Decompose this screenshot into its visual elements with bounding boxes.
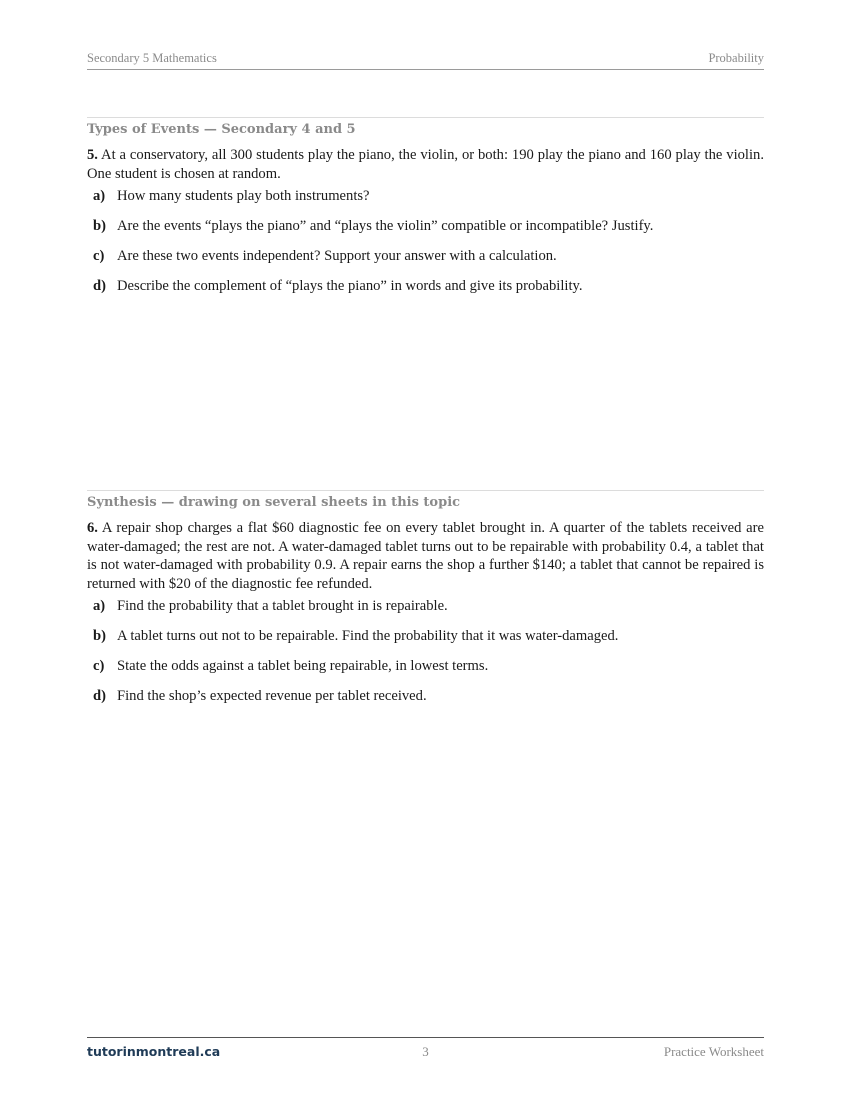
part-text: Are the events “plays the piano” and “plays the violin” compatible or incompatible? Justify. xyxy=(117,218,654,234)
problem-text: At a conservatory, all 300 students play the piano, the violin, or both: 190 play the piano and 160 play the violin. One student is chosen at random. xyxy=(87,147,764,182)
problem-parts xyxy=(87,187,764,295)
part-letter: d) xyxy=(93,278,106,294)
page-header xyxy=(87,51,764,70)
section-title: Synthesis — drawing on several sheets in this topic xyxy=(87,495,461,510)
section-synthesis xyxy=(87,490,764,717)
problem-5 xyxy=(87,146,764,183)
problem-number: 5. xyxy=(87,147,98,163)
part-letter: a) xyxy=(93,188,106,204)
problem-text: A repair shop charges a flat $60 diagnostic fee on every tablet brought in. A quarter of the tablets received are water-damaged; the rest are not. A water-damaged tablet turns out to be repairable with probability 0.4, a tablet that is not water-damaged with probability 0.9. A repair earns the shop a further $140; a tablet that cannot be repaired is returned with $20 of the diagnostic fee refunded. xyxy=(87,520,764,592)
problem-parts xyxy=(87,597,764,705)
part-c xyxy=(87,657,764,675)
part-text: Are these two events independent? Support your answer with a calculation. xyxy=(117,248,557,264)
site-link[interactable]: tutorinmontreal.ca xyxy=(87,1044,221,1059)
part-letter: b) xyxy=(93,628,106,644)
problem-number: 6. xyxy=(87,520,98,536)
part-b xyxy=(87,217,764,235)
part-text: A tablet turns out not to be repairable. Find the probability that it was water-damaged. xyxy=(117,628,619,644)
topic-title: Probability xyxy=(708,51,764,65)
document-type: Practice Worksheet xyxy=(663,1044,764,1059)
course-title: Secondary 5 Mathematics xyxy=(87,51,217,65)
problem-6 xyxy=(87,519,764,593)
part-d xyxy=(87,687,764,705)
part-a xyxy=(87,597,764,615)
part-letter: c) xyxy=(93,658,105,674)
part-text: Describe the complement of “plays the piano” in words and give its probability. xyxy=(117,278,583,294)
part-a xyxy=(87,187,764,205)
part-b xyxy=(87,627,764,645)
part-text: How many students play both instruments? xyxy=(117,188,370,204)
part-text: State the odds against a tablet being repairable, in lowest terms. xyxy=(117,658,489,674)
part-letter: c) xyxy=(93,248,105,264)
part-text: Find the shop’s expected revenue per tablet received. xyxy=(117,688,427,704)
section-title: Types of Events — Secondary 4 and 5 xyxy=(87,122,356,137)
part-text: Find the probability that a tablet brought in is repairable. xyxy=(117,598,448,614)
part-c xyxy=(87,247,764,265)
page-number: 3 xyxy=(422,1044,429,1059)
page-footer xyxy=(87,1037,764,1066)
part-letter: d) xyxy=(93,688,106,704)
part-letter: b) xyxy=(93,218,106,234)
part-d xyxy=(87,277,764,295)
part-letter: a) xyxy=(93,598,106,614)
section-types-of-events xyxy=(87,117,764,307)
